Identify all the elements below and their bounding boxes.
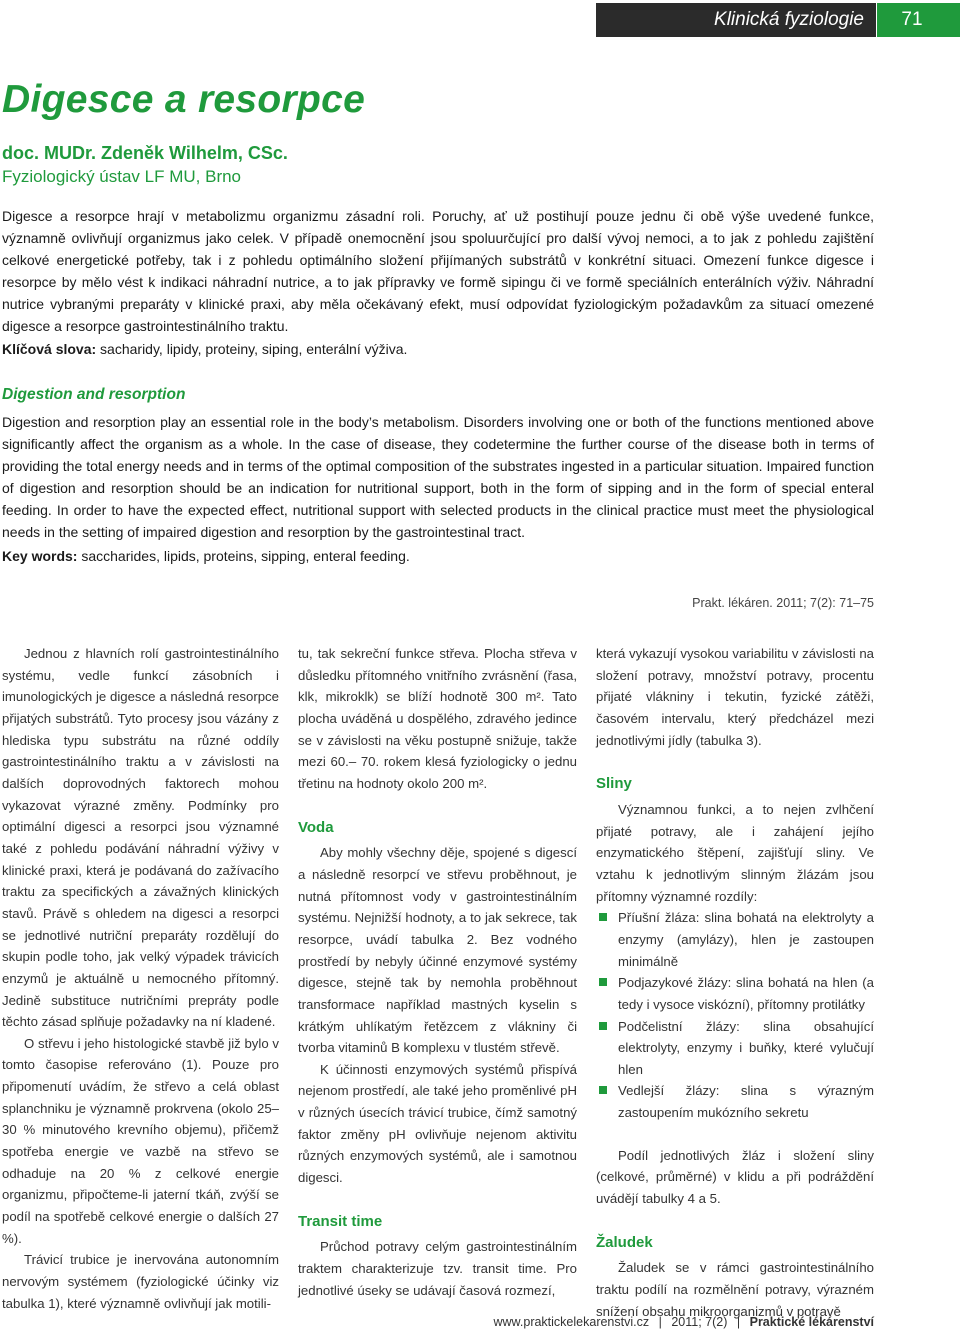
paragraph: Podíl jednotlivých žláz i složení sliny (celkové, průměrné) v klidu a při podráždění uvádějí tabulky 4 a 5. [596,1147,874,1207]
section-heading-zaludek: Žaludek [596,1233,653,1251]
footer-journal: Praktické lékárenství [749,1315,874,1329]
header-section-title: Klinická fyziologie [714,9,864,30]
section-heading-sliny: Sliny [596,775,632,793]
article-affiliation: Fyziologický ústav LF MU, Brno [2,167,242,186]
page-number: 71 [901,9,923,30]
paragraph: K účinnosti enzymových systémů přispívá nejenom prostředí, ale také jeho proměnlivé pH v různých úsecích trávicí trubice, čímž samotný faktor změny pH ovlivňuje nejenom aktivitu různých enzymových systémů, ale i samotnou digesci. [298,1061,577,1186]
keywords-english-label: Key words: [2,548,78,564]
paragraph: Aby mohly všechny děje, spojené s digescí a následně resorpcí ve střevu proběhnout, je nutná přítomnost vody v gastrointestinálním systému. Nejnižší hodnoty, a to jak sekrece, tak resorpce, uvádí tabulka 2. Bez vodného prostředí by nebyly účinné enzymové systémy digesce, stejně tak by nemohla proběhnout transformace například mastných kyselin s krátkým uhlíkatým řetězcem z vlákniny či tvorba vitaminů B komplexu v tlustém střevě. [298,845,577,1056]
keywords-czech-label: Klíčová slova: [2,341,97,357]
article-author: doc. MUDr. Zdeněk Wilhelm, CSc. [2,143,288,163]
paragraph: tu, tak sekreční funkce střeva. Plocha střeva v důsledku přítomného vnitřního zvrásnění (řasa, klk, mikroklk) se blíží hodnotě 300 m². Tato plocha uváděná u dospělého, zdravého jedince se v závislosti na věku postupně snižuje, takže mezi 60.– 70. rokem klesá fyziologicky o jednu třetinu na hodnoty okolo 200 m². [298,646,577,791]
gland-list [596,907,874,1124]
paragraph: Jednou z hlavních rolí gastrointestinálního systému, vedle funkcí zásobních i imunologických je digesce a následná resorpce přijatých substrátů. Tyto procesy jsou vázány z hlediska typu substrátu na různé oddíly gastrointestinálního traktu a v závislosti na dalších doprovodných faktorech mohou vykazovat výrazné změny. Podmínky pro optimální digesci a resorpci jsou významné také z pohledu podávání náhradní výživy v klinické praxi, která je podávaná do zažívacího traktu za specifických a závažných klinických stavů. Právě s ohledem na digesci a resorpci se jednotlivé nutriční preparáty rozdělují do skupin podle toho, jak velký výpadek trávicích enzymů je aktuálně u nemocného přítomný. Jedině substituce nutričními prepráty podle těchto zásad splňuje požadavky na ní kladené. [2,646,279,1030]
paragraph: Průchod potravy celým gastrointestinálním traktem charakterizuje tzv. transit time. Pro jednotlivé úseky se udávají časová rozmezí, [298,1239,577,1298]
list-item: Podjazykové žlázy: slina bohatá na hlen (a tedy i vysoce viskózní), přítomny protilátky [596,972,874,1015]
english-title: Digestion and resorption [2,386,186,403]
list-item: Vedlejší žlázy: slina s výrazným zastoupením mukózního sekretu [596,1080,874,1123]
page-footer [440,1315,874,1329]
footer-separator: | [658,1315,662,1329]
keywords-english-text: saccharides, lipids, proteins, sipping, enteral feeding. [81,548,410,564]
footer-separator: | [736,1315,741,1329]
body-column-3 [596,643,874,1322]
abstract-english: Digestion and resorption play an essential role in the body’s metabolism. Disorders involving one or both of the functions mentioned above significantly affect the organism as a whole. In the case of disease, they codetermine the further course of the disease both in terms of providing the total energy needs and in terms of the optimal composition of the substrates ingested in a particular situation. Impaired function of digestion and resorption should be an indication for nutritional support, both in the form of sipping and in the form of special enteral feeding. In order to have the expected effect, nutritional support with selected products in the clinical practice must meet the physiological needs in the setting of impaired digestion and resorption by the gastrointestinal tract. [2,414,874,540]
section-heading-transit-time: Transit time [298,1212,383,1230]
abstract-czech: Digesce a resorpce hrají v metabolizmu organizmu zásadní roli. Poruchy, ať už postihují pouze jednu či obě výše uvedené funkce, významně ovlivňují organizmus jako celek. V případě onemocnění jsou spoluurčující pro další vývoj nemoci, a to jak z pohledu zajištění celkové energetické potřeby, tak i z pohledu optimálního složení přijímaných substrátů v konkrétní situaci. Omezení funkce digesce i resorpce by mělo vést k indikaci náhradní nutrice, a to jak přípravky ve formě sipingu či ve formě speciálních enterálních výživ. Náhradní nutrice vybranými preparáty v klinické praxi, aby měla očekávaný efekt, musí odpovídat fyziologickým požadavkům za situací omezené digesce a resorpce gastrointestinálního traktu. [2,208,874,334]
paragraph: která vykazují vysokou variabilitu v závislosti na složení potravy, množství potravy, procentu přijaté vlákniny i tekutin, fyzické zátěži, časovém intervalu, který předcházel mezi jednotlivými jídly (tabulka 3). [596,646,874,748]
list-item: Podčelistní žlázy: slina obsahující elektrolyty, enzymy i buňky, které vylučují hlen [596,1016,874,1081]
footer-issue: 2011; 7(2) [671,1315,728,1329]
paragraph: Žaludek se v rámci gastrointestinálního traktu podílí na rozmělnění potravy, výrazném snížení obsahu mikroorganizmů v potravě [596,1260,874,1319]
paragraph: Trávicí trubice je inervována autonomním nervovým systémem (fyziologické účinky viz tabulka 1), které významně ovlivňují jak motili- [2,1252,279,1311]
body-column-1 [2,643,279,1314]
keywords-czech [2,341,407,357]
paragraph: Významnou funkci, a to nejen zvlhčení přijaté potravy, ale i zahájení jejího enzymatického štěpení, zajišťují sliny. Ve vztahu k jednotlivým slinným žlázám jsou přítomny významné rozdíly: [596,801,874,904]
paragraph: O střevu i jeho histologické stavbě již bylo v tomto časopise referováno (1). Pouze pro připomenutí uvádím, že střevo a celá oblast splanchniku je významně prokrvena (okolo 25–30 % minutového krevního objemu), přičemž spotřeba energie ve vazbě na střevo se odhaduje na 20 % z celkové energie organizmu, připočteme-li jaterní tkáň, zvýší se podíl na spotřebě celkové energie o dalších 27 %). [2,1035,279,1246]
section-heading-voda: Voda [298,818,334,836]
footer-url[interactable]: www.praktickelekarenstvi.cz [493,1315,650,1329]
article-title: Digesce a resorpce [2,78,366,121]
keywords-czech-text: sacharidy, lipidy, proteiny, siping, enterální výživa. [100,341,408,357]
keywords-english [2,548,410,564]
body-column-2 [298,643,577,1301]
citation: Prakt. lékáren. 2011; 7(2): 71–75 [692,596,874,610]
list-item: Příušní žláza: slina bohatá na elektrolyty a enzymy (amylázy), hlen je zastoupen minimálně [596,907,874,972]
